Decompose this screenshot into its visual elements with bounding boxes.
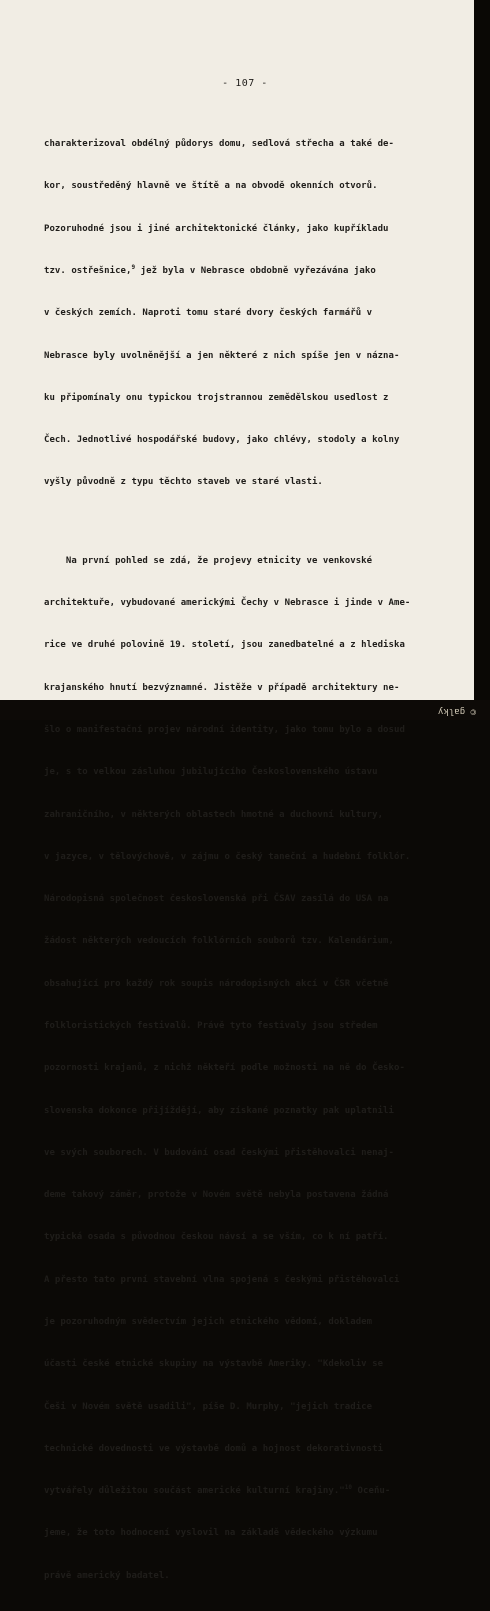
text-line: v jazyce, v tělovýchově, v zájmu o český taneční a hudební folklór. (44, 851, 411, 862)
text-line: kor, soustředěný hlavně ve štítě a na obvodě okenních otvorů. (44, 181, 378, 192)
text-line: Češi v Novém světě usadili", píše D. Murphy, "jejich tradice (44, 1401, 373, 1412)
text-fragment: vytvářely důležitou součást americké kulturní krajiny." (44, 1486, 345, 1497)
text-line: šlo o manifestační projev národní identity, jako tomu bylo a dosud (44, 725, 405, 736)
text-line: v českých zemích. Naproti tomu staré dvory českých farmářů v (44, 308, 373, 319)
text-line: ku připomínaly onu typickou trojstrannou zemědělskou usedlost z (44, 392, 389, 403)
text-line: obsahující pro každý rok soupis národopisných akcí v ČSR včetně (44, 978, 389, 989)
text-fragment: Oceňu- (352, 1486, 391, 1497)
footnote-marker: 10 (344, 1484, 353, 1492)
text-line: krajanského hnutí bezvýznamné. Jistěže v případě architektury ne- (44, 682, 400, 693)
page-number: - 107 - (222, 78, 268, 89)
text-line: žádost některých vedoucích folklórních souborů tzv. Kalendárium, (44, 936, 394, 947)
paragraph-1 (44, 109, 446, 518)
text-line: Na první pohled se zdá, že projevy etnicity ve venkovské (44, 555, 373, 566)
text-fragment: tzv. ostřešnice, (44, 266, 132, 277)
text-line: je, s to velkou zásluhou jubilujícího Československého ústavu (44, 767, 378, 778)
text-line: účasti české etnické skupiny na výstavbě Ameriky. "Kdekoliv se (44, 1359, 384, 1370)
text-line: Pozoruhodné jsou i jiné architektonické články, jako kupříkladu (44, 223, 389, 234)
text-fragment: jež byla v Nebrasce obdobně vyřezávána jako (135, 266, 376, 277)
text-line: charakterizoval obdélný půdorys domu, sedlová střecha a také de- (44, 139, 394, 150)
footnote-marker: 9 (131, 264, 136, 272)
scan-border-right (474, 0, 490, 720)
text-line (44, 264, 446, 278)
text-line: rice ve druhé polovině 19. století, jsou zanedbatelné a z hlediska (44, 640, 405, 651)
text-line: jeme, že toto hodnocení vyslovil na základě vědeckého výzkumu (44, 1528, 378, 1539)
text-line: technické dovednosti ve výstavbě domů a hojnost dekorativnosti (44, 1443, 384, 1454)
text-line: pozornosti krajanů, z nichž někteří podle možnosti na ně do Česko- (44, 1063, 405, 1074)
text-line: folkloristických festivalů. Právě tyto festivaly jsou středem (44, 1021, 378, 1031)
text-line: zahraničního, v některých oblastech hmotné a duchovní kultury, (44, 809, 384, 820)
text-line: deme takový záměr, protože v Novém světě nebyla postavena žádná (44, 1190, 389, 1201)
bleed-through-text: © galky (438, 706, 476, 716)
text-line: Čech. Jednotlivé hospodářské budovy, jako chlévy, stodoly a kolny (44, 435, 400, 446)
text-line: právě americký badatel. (44, 1570, 170, 1581)
text-line: Národopisná společnost československá při ČSAV zasílá do USA na (44, 894, 389, 905)
text-line: je pozoruhodným svědectvím jejich etnického vědomí, dokladem (44, 1316, 373, 1327)
text-line: ve svých souborech. V budování osad českými přistěhovalci nenaj- (44, 1147, 394, 1158)
text-line (44, 1484, 446, 1498)
text-line: typická osada s původnou českou návsí a se vším, co k ní patří. (44, 1232, 389, 1243)
paragraph-2 (44, 526, 446, 1611)
scan-border-bottom (0, 700, 490, 720)
text-line: vyšly původně z typu těchto staveb ve staré vlasti. (44, 477, 323, 488)
text-line: slovenska dokonce přijíždějí, aby získané poznatky pak uplatnili (44, 1105, 394, 1116)
text-line: A přesto tato první stavební vlna spojená s českými přistěhovalci (44, 1274, 400, 1285)
text-line: architektuře, vybudované americkými Čechy v Nebrasce i jinde v Ame- (44, 598, 411, 609)
text-line: Nebrasce byly uvolněnější a jen některé z nich spíše jen v názna- (44, 350, 400, 361)
